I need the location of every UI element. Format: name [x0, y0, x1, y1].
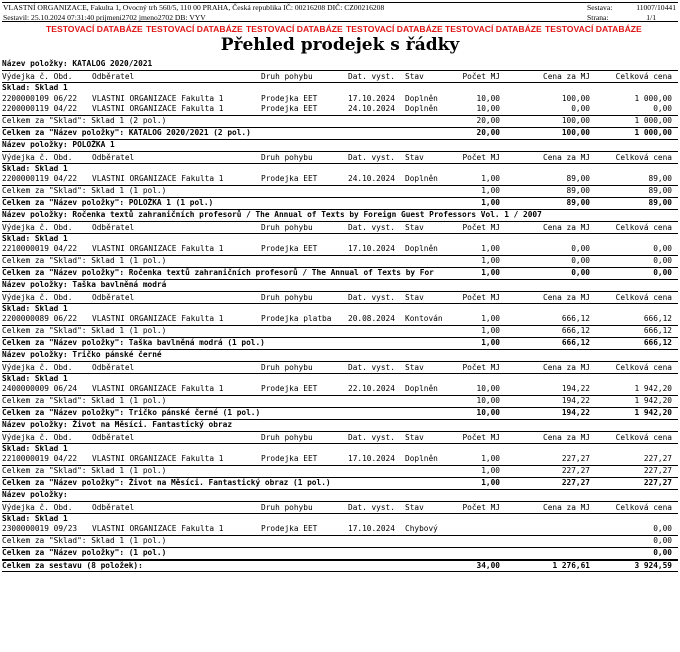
state: Doplněn	[405, 454, 438, 464]
customer: VLASTNI ORGANIZACE Fakulta 1	[92, 93, 224, 103]
table-row	[2, 454, 678, 465]
item-total-row	[2, 197, 678, 210]
unit-price: 100,00	[561, 93, 590, 103]
doc-column-header: Výdejka č. Obd.	[2, 432, 73, 442]
table-row	[2, 314, 678, 325]
customer: VLASTNI ORGANIZACE Fakulta 1	[92, 104, 224, 114]
total-price: 666,12	[643, 314, 672, 324]
customer: VLASTNI ORGANIZACE Fakulta 1	[92, 454, 224, 464]
item-total-label: Celkem za "Název položky": Život na Měsíci. Fantastický obraz (1 pol.)	[2, 477, 331, 487]
total-price: 0,00	[653, 104, 672, 114]
movement-type: Prodejka EET	[261, 244, 318, 254]
column-header-row	[2, 70, 678, 83]
movement-type: Prodejka platba	[261, 314, 332, 324]
warehouse-label: Sklad: Sklad 1	[2, 373, 68, 383]
test-db-label: TESTOVACÍ DATABÁZE	[146, 24, 243, 34]
subtotal-price: 194,22	[561, 396, 590, 406]
item-total-label: Celkem za "Název položky": Tričko pánské černé (1 pol.)	[2, 407, 261, 417]
doc-number: 2200000089 06/22	[2, 314, 78, 324]
item-total-label: Celkem za "Název položky": Ročenka textů zahraničních profesorů / The Annual of Texts by For	[2, 267, 434, 277]
subtotal-label: Celkem za "Sklad": Sklad 1 (1 pol.)	[2, 256, 167, 266]
item-name: Název položky: Tričko pánské černé	[2, 349, 162, 359]
doc-number: 2300000019 09/23	[2, 524, 78, 534]
type-column-header: Druh pohybu	[261, 432, 313, 442]
price-column-header: Cena za MJ	[543, 152, 590, 162]
subtotal-qty: 20,00	[476, 116, 500, 126]
item-total-price: 0,00	[571, 267, 590, 277]
issue-date: 17.10.2024	[348, 454, 395, 464]
test-db-label: TESTOVACÍ DATABÁZE	[445, 24, 542, 34]
total-price: 1 942,20	[634, 384, 672, 394]
type-column-header: Druh pohybu	[261, 292, 313, 302]
item-total-qty: 1,00	[481, 267, 500, 277]
customer-column-header: Odběratel	[92, 362, 135, 372]
total-price: 227,27	[643, 454, 672, 464]
unit-price: 89,00	[566, 174, 590, 184]
customer-column-header: Odběratel	[92, 432, 135, 442]
subtotal-label: Celkem za "Sklad": Sklad 1 (1 pol.)	[2, 186, 167, 196]
movement-type: Prodejka EET	[261, 93, 318, 103]
total-price: 0,00	[653, 244, 672, 254]
item-name: Název položky: Ročenka textů zahraničních profesorů / The Annual of Texts by Foreign Guest Professors Vol. 1 / 2007	[2, 209, 542, 219]
table-row	[2, 384, 678, 395]
doc-number: 2200000119 04/22	[2, 104, 78, 114]
item-total-price: 194,22	[561, 407, 590, 417]
subtotal-qty: 10,00	[476, 396, 500, 406]
item-total-label: Celkem za "Název položky": (1 pol.)	[2, 547, 167, 557]
warehouse-subtotal-row	[2, 535, 678, 547]
price-column-header: Cena za MJ	[543, 71, 590, 81]
item-total-row	[2, 267, 678, 280]
item-total-label: Celkem za "Název položky": KATALOG 2020/2021 (2 pol.)	[2, 127, 251, 137]
item-total-qty: 10,00	[476, 407, 500, 417]
qty-column-header: Počet MJ	[462, 71, 500, 81]
table-row	[2, 174, 678, 185]
quantity: 1,00	[481, 314, 500, 324]
subtotal-qty: 1,00	[481, 186, 500, 196]
customer-column-header: Odběratel	[92, 502, 135, 512]
grand-total-label: Celkem za sestavu (8 položek):	[2, 560, 143, 570]
subtotal-qty: 1,00	[481, 256, 500, 266]
item-total-qty: 1,00	[481, 197, 500, 207]
movement-type: Prodejka EET	[261, 174, 318, 184]
customer: VLASTNI ORGANIZACE Fakulta 1	[92, 524, 224, 534]
issue-date: 17.10.2024	[348, 244, 395, 254]
doc-number: 2200000119 04/22	[2, 174, 78, 184]
state: Doplněn	[405, 93, 438, 103]
subtotal-total: 666,12	[643, 326, 672, 336]
column-header-row	[2, 501, 678, 514]
item-total-row	[2, 337, 678, 350]
unit-price: 666,12	[561, 314, 590, 324]
date-column-header: Dat. vyst.	[348, 71, 395, 81]
price-column-header: Cena za MJ	[543, 222, 590, 232]
item-total-price: 89,00	[566, 197, 590, 207]
grand-total-price: 1 276,61	[552, 560, 590, 570]
subtotal-label: Celkem za "Sklad": Sklad 1 (2 pol.)	[2, 116, 167, 126]
item-total-total: 1 000,00	[634, 127, 672, 137]
quantity: 10,00	[476, 93, 500, 103]
grand-total-row	[2, 560, 678, 573]
customer-column-header: Odběratel	[92, 292, 135, 302]
state-column-header: Stav	[405, 502, 424, 512]
qty-column-header: Počet MJ	[462, 292, 500, 302]
state-column-header: Stav	[405, 292, 424, 302]
state-column-header: Stav	[405, 222, 424, 232]
item-total-row	[2, 477, 678, 490]
column-header-row	[2, 431, 678, 444]
warehouse-label: Sklad: Sklad 1	[2, 163, 68, 173]
subtotal-label: Celkem za "Sklad": Sklad 1 (1 pol.)	[2, 396, 167, 406]
customer: VLASTNI ORGANIZACE Fakulta 1	[92, 314, 224, 324]
movement-type: Prodejka EET	[261, 384, 318, 394]
company-info: VLASTNÍ ORGANIZACE, Fakulta 1, Ovocný trh 560/5, 110 00 PRAHA, Česká republika IČ: 00216208 DIČ: CZ00216208	[3, 3, 385, 12]
doc-column-header: Výdejka č. Obd.	[2, 362, 73, 372]
quantity: 1,00	[481, 454, 500, 464]
price-column-header: Cena za MJ	[543, 292, 590, 302]
date-column-header: Dat. vyst.	[348, 222, 395, 232]
issue-date: 22.10.2024	[348, 384, 395, 394]
subtotal-price: 666,12	[561, 326, 590, 336]
type-column-header: Druh pohybu	[261, 502, 313, 512]
customer: VLASTNI ORGANIZACE Fakulta 1	[92, 244, 224, 254]
test-db-label: TESTOVACÍ DATABÁZE	[545, 24, 642, 34]
item-total-total: 0,00	[653, 547, 672, 557]
test-db-label: TESTOVACÍ DATABÁZE	[246, 24, 343, 34]
state-column-header: Stav	[405, 152, 424, 162]
item-total-total: 0,00	[653, 267, 672, 277]
date-column-header: Dat. vyst.	[348, 362, 395, 372]
subtotal-price: 227,27	[561, 466, 590, 476]
item-total-total: 1 942,20	[634, 407, 672, 417]
issue-date: 17.10.2024	[348, 524, 395, 534]
warehouse-label: Sklad: Sklad 1	[2, 233, 68, 243]
item-name: Název položky:	[2, 489, 68, 499]
table-row	[2, 244, 678, 255]
strana-value: 1/1	[646, 13, 656, 22]
subtotal-label: Celkem za "Sklad": Sklad 1 (1 pol.)	[2, 326, 167, 336]
warehouse-label: Sklad: Sklad 1	[2, 82, 68, 92]
column-header-row	[2, 291, 678, 304]
item-total-qty: 20,00	[476, 127, 500, 137]
type-column-header: Druh pohybu	[261, 362, 313, 372]
warehouse-label: Sklad: Sklad 1	[2, 443, 68, 453]
warehouse-subtotal-row	[2, 115, 678, 127]
total-column-header: Celková cena	[615, 222, 672, 232]
subtotal-total: 89,00	[648, 186, 672, 196]
movement-type: Prodejka EET	[261, 454, 318, 464]
subtotal-total: 0,00	[653, 256, 672, 266]
date-column-header: Dat. vyst.	[348, 432, 395, 442]
test-db-label: TESTOVACÍ DATABÁZE	[346, 24, 443, 34]
total-price: 0,00	[653, 524, 672, 534]
unit-price: 227,27	[561, 454, 590, 464]
warehouse-subtotal-row	[2, 395, 678, 407]
column-header-row	[2, 221, 678, 234]
subtotal-price: 100,00	[561, 116, 590, 126]
doc-column-header: Výdejka č. Obd.	[2, 222, 73, 232]
column-header-row	[2, 151, 678, 164]
subtotal-qty: 1,00	[481, 326, 500, 336]
customer-column-header: Odběratel	[92, 222, 135, 232]
quantity: 10,00	[476, 384, 500, 394]
qty-column-header: Počet MJ	[462, 152, 500, 162]
subtotal-price: 0,00	[571, 256, 590, 266]
quantity: 10,00	[476, 104, 500, 114]
item-total-price: 666,12	[561, 337, 590, 347]
state-column-header: Stav	[405, 71, 424, 81]
quantity: 1,00	[481, 244, 500, 254]
item-total-label: Celkem za "Název položky": Taška bavlněná modrá (1 pol.)	[2, 337, 265, 347]
state-column-header: Stav	[405, 432, 424, 442]
subtotal-total: 1 942,20	[634, 396, 672, 406]
item-total-row	[2, 407, 678, 420]
subtotal-total: 227,27	[643, 466, 672, 476]
subtotal-total: 1 000,00	[634, 116, 672, 126]
item-name: Název položky: Taška bavlněná modrá	[2, 279, 167, 289]
total-column-header: Celková cena	[615, 502, 672, 512]
report-title: Přehled prodejek s řádky	[220, 35, 460, 55]
total-column-header: Celková cena	[615, 71, 672, 81]
warehouse-label: Sklad: Sklad 1	[2, 303, 68, 313]
subtotal-price: 89,00	[566, 186, 590, 196]
item-total-price: 227,27	[561, 477, 590, 487]
item-total-label: Celkem za "Název položky": POLOŽKA 1 (1 pol.)	[2, 197, 214, 207]
price-column-header: Cena za MJ	[543, 502, 590, 512]
movement-type: Prodejka EET	[261, 104, 318, 114]
state: Doplněn	[405, 244, 438, 254]
item-total-price: 100,00	[561, 127, 590, 137]
customer: VLASTNI ORGANIZACE Fakulta 1	[92, 384, 224, 394]
customer-column-header: Odběratel	[92, 152, 135, 162]
test-db-label: TESTOVACÍ DATABÁZE	[46, 24, 143, 34]
item-name: Název položky: POLOŽKA 1	[2, 139, 115, 149]
grand-total-qty: 34,00	[476, 560, 500, 570]
price-column-header: Cena za MJ	[543, 432, 590, 442]
qty-column-header: Počet MJ	[462, 432, 500, 442]
item-total-total: 227,27	[643, 477, 672, 487]
doc-column-header: Výdejka č. Obd.	[2, 152, 73, 162]
doc-number: 2210000019 04/22	[2, 244, 78, 254]
date-column-header: Dat. vyst.	[348, 502, 395, 512]
subtotal-label: Celkem za "Sklad": Sklad 1 (1 pol.)	[2, 466, 167, 476]
sestava-value: 11007/10441	[636, 3, 676, 12]
warehouse-subtotal-row	[2, 465, 678, 477]
total-column-header: Celková cena	[615, 292, 672, 302]
warehouse-subtotal-row	[2, 255, 678, 267]
column-header-row	[2, 361, 678, 374]
state: Doplněn	[405, 174, 438, 184]
type-column-header: Druh pohybu	[261, 71, 313, 81]
strana-label: Strana:	[587, 13, 609, 22]
doc-column-header: Výdejka č. Obd.	[2, 502, 73, 512]
total-column-header: Celková cena	[615, 362, 672, 372]
total-column-header: Celková cena	[615, 152, 672, 162]
table-row	[2, 94, 678, 105]
price-column-header: Cena za MJ	[543, 362, 590, 372]
total-price: 1 000,00	[634, 93, 672, 103]
item-total-row	[2, 547, 678, 560]
issue-date: 24.10.2024	[348, 174, 395, 184]
qty-column-header: Počet MJ	[462, 222, 500, 232]
date-column-header: Dat. vyst.	[348, 152, 395, 162]
issue-date: 20.08.2024	[348, 314, 395, 324]
total-price: 89,00	[648, 174, 672, 184]
state: Chybový	[405, 524, 438, 534]
customer: VLASTNI ORGANIZACE Fakulta 1	[92, 174, 224, 184]
unit-price: 0,00	[571, 104, 590, 114]
unit-price: 0,00	[571, 244, 590, 254]
item-total-total: 89,00	[648, 197, 672, 207]
subtotal-total: 0,00	[653, 536, 672, 546]
qty-column-header: Počet MJ	[462, 502, 500, 512]
item-total-total: 666,12	[643, 337, 672, 347]
compiled-info: Sestavil: 25.10.2024 07:31:40 prijmeni2702 jmeno2702 DB: VYV	[3, 13, 206, 22]
table-row	[2, 524, 678, 535]
qty-column-header: Počet MJ	[462, 362, 500, 372]
state: Kontován	[405, 314, 443, 324]
subtotal-label: Celkem za "Sklad": Sklad 1 (1 pol.)	[2, 536, 167, 546]
item-name: Název položky: Život na Měsíci. Fantastický obraz	[2, 419, 233, 429]
sestava-label: Sestava:	[587, 3, 613, 12]
report-body	[2, 59, 678, 572]
table-row	[2, 104, 678, 115]
doc-column-header: Výdejka č. Obd.	[2, 292, 73, 302]
warehouse-subtotal-row	[2, 185, 678, 197]
item-name: Název položky: KATALOG 2020/2021	[2, 59, 153, 68]
type-column-header: Druh pohybu	[261, 152, 313, 162]
doc-number: 2210000019 04/22	[2, 454, 78, 464]
movement-type: Prodejka EET	[261, 524, 318, 534]
quantity: 1,00	[481, 174, 500, 184]
state: Doplněn	[405, 384, 438, 394]
date-column-header: Dat. vyst.	[348, 292, 395, 302]
subtotal-qty: 1,00	[481, 466, 500, 476]
item-total-qty: 1,00	[481, 337, 500, 347]
state: Doplněn	[405, 104, 438, 114]
item-total-row	[2, 127, 678, 140]
issue-date: 24.10.2024	[348, 104, 395, 114]
unit-price: 194,22	[561, 384, 590, 394]
warehouse-subtotal-row	[2, 325, 678, 337]
state-column-header: Stav	[405, 362, 424, 372]
item-total-qty: 1,00	[481, 477, 500, 487]
warehouse-label: Sklad: Sklad 1	[2, 513, 68, 523]
issue-date: 17.10.2024	[348, 93, 395, 103]
total-column-header: Celková cena	[615, 432, 672, 442]
doc-number: 2200000109 06/22	[2, 93, 78, 103]
type-column-header: Druh pohybu	[261, 222, 313, 232]
doc-number: 2400000009 06/24	[2, 384, 78, 394]
customer-column-header: Odběratel	[92, 71, 135, 81]
report-header	[0, 0, 680, 23]
grand-total-total: 3 924,59	[634, 560, 672, 570]
doc-column-header: Výdejka č. Obd.	[2, 71, 73, 81]
